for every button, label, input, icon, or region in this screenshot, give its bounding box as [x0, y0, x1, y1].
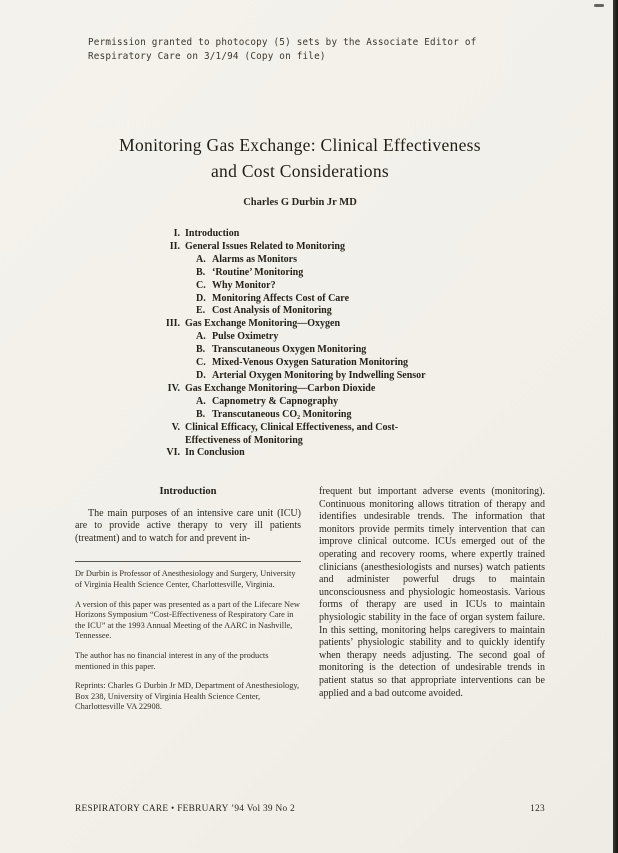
outline-letter: D. [196, 369, 206, 381]
outline-label: Monitoring Affects Cost of Care [212, 292, 350, 304]
outline-letter: A. [196, 331, 206, 343]
outline-subitem [196, 293, 458, 306]
outline-label: Introduction [185, 228, 240, 239]
outline-item [158, 447, 458, 460]
permission-stamp-line2: Respiratory Care on 3/1/94 (Copy on file) [88, 50, 326, 62]
permission-stamp [88, 36, 476, 63]
outline-label: Alarms as Monitors [212, 253, 297, 265]
outline-letter: C. [196, 357, 206, 369]
outline-label: Gas Exchange Monitoring—Carbon Dioxide [185, 382, 376, 394]
outline-item [158, 422, 458, 448]
footnote-presentation: A version of this paper was presented as a part of the Lifecare New Horizons Symposium “Cost-Effectiveness of Respiratory Care in the ICU” at the 1993 Annual Meeting of the AARC in Nashville, Tennessee. [75, 599, 300, 641]
scan-mark-artifact [594, 4, 604, 7]
outline-label: Transcutaneous CO₂ Monitoring [212, 408, 352, 420]
column-right [319, 486, 545, 722]
outline-label: Arterial Oxygen Monitoring by Indwelling Sensor [212, 369, 426, 381]
outline-label: ‘Routine’ Monitoring [212, 266, 304, 278]
outline-letter: A. [196, 395, 206, 407]
author-byline: Charles G Durbin Jr MD [243, 197, 357, 208]
outline-subitem [196, 280, 458, 293]
outline-number: II. [169, 240, 180, 252]
section-heading-introduction: Introduction [159, 486, 217, 497]
body-columns [75, 486, 545, 722]
permission-stamp-line1: Permission granted to photocopy (5) sets by the Associate Editor of [88, 37, 477, 48]
outline-subitem [196, 331, 458, 344]
page-number: 123 [530, 804, 545, 814]
footnote-separator [75, 561, 301, 562]
outline-subitem [196, 305, 458, 318]
outline-number: V. [171, 421, 180, 433]
scan-edge-artifact [613, 0, 618, 853]
outline-subitem [196, 409, 458, 422]
outline-item [158, 383, 458, 396]
outline-label: Why Monitor? [212, 279, 276, 291]
outline-number: IV. [167, 382, 180, 394]
outline-item [158, 241, 458, 254]
article-title-line1: Monitoring Gas Exchange: Clinical Effectiveness [119, 135, 481, 155]
article-title-line2: and Cost Considerations [210, 161, 389, 181]
outline-label: Pulse Oximetry [212, 331, 279, 343]
outline-letter: D. [196, 292, 206, 304]
outline-letter: C. [196, 279, 206, 291]
outline-label: Clinical Efficacy, Clinical Effectiveness, and Cost-Effectiveness of Monitoring [185, 421, 399, 446]
outline-subitem [196, 254, 458, 267]
outline-label: In Conclusion [185, 447, 245, 459]
outline-subitem [196, 344, 458, 357]
outline-subitem [196, 370, 458, 383]
outline-subitem [196, 396, 458, 409]
outline-subitem [196, 357, 458, 370]
footnote-reprints: Reprints: Charles G Durbin Jr MD, Department of Anesthesiology, Box 238, University of Virginia Health Science Center, Charlottesville VA 22908. [75, 681, 300, 712]
outline-item [158, 318, 458, 331]
footnote-affiliation: Dr Durbin is Professor of Anesthesiology and Surgery, University of Virginia Health Science Center, Charlottesville, Virginia. [75, 569, 296, 589]
outline-letter: E. [196, 305, 206, 317]
footnote-disclosure: The author has no financial interest in any of the products mentioned in this paper. [75, 650, 269, 671]
intro-paragraph-left: The main purposes of an intensive care unit (ICU) are to provide active therapy to very ill patients (treatment) and to watch for and prevent in- [75, 507, 301, 544]
outline-letter: B. [196, 344, 206, 356]
outline-letter: B. [196, 408, 206, 420]
page-footer [75, 804, 545, 814]
outline-label: Gas Exchange Monitoring—Oxygen [185, 318, 341, 330]
outline-letter: A. [196, 253, 206, 265]
outline-letter: B. [196, 266, 206, 278]
outline-number: I. [173, 228, 180, 239]
outline-label: General Issues Related to Monitoring [185, 240, 345, 252]
journal-footer-text: RESPIRATORY CARE • FEBRUARY ’94 Vol 39 No 2 [75, 804, 296, 814]
outline-number: VI. [166, 447, 180, 459]
outline-label: Transcutaneous Oxygen Monitoring [212, 344, 367, 356]
outline-label: Cost Analysis of Monitoring [212, 305, 332, 317]
outline-label: Mixed-Venous Oxygen Saturation Monitoring [212, 357, 409, 369]
outline-label: Capnometry & Capnography [212, 395, 339, 407]
outline-item [158, 228, 458, 241]
intro-paragraph-right: frequent but important adverse events (monitoring). Continuous monitoring allows titration of therapy and identifies undesirable trends. The information that monitors provide permits timely intervention that can improve clinical outcome. ICUs emerged out of the operating and recovery rooms, where expertly trained clinicians (anesthesiologists and nurses) watch patients and administer powerful drugs to maintain unconsciousness and physiologic homeostasis. Various forms of therapy are used in ICUs to maintain physiologic stability in the face of organ system failure. In this setting, monitoring helps caregivers to maintain patients’ physiologic stability and to quickly identify when therapy needs adjusting. The second goal of monitoring is the detection of undesirable trends in patient status so that appropriate interventions can be applied and a bad outcome avoided. [319, 486, 545, 699]
article-outline [158, 228, 458, 460]
column-left [75, 486, 301, 722]
outline-number: III. [165, 318, 180, 330]
article-title [0, 132, 600, 184]
outline-subitem [196, 267, 458, 280]
